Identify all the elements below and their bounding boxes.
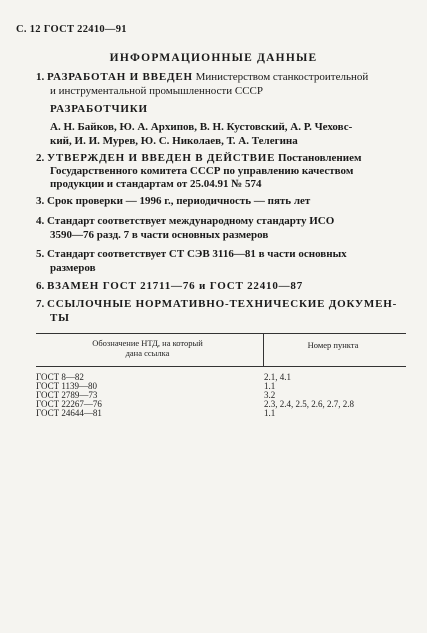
- section-4-line-1: [36, 215, 334, 229]
- table-cell-ntd: ГОСТ 24644—81: [36, 408, 102, 418]
- section-1-line-1: [36, 71, 368, 85]
- section-2-line-2: Государственного комитета СССР по управлению качеством: [50, 165, 354, 177]
- section-6-line-1: [36, 280, 303, 294]
- table-header-rule: [36, 366, 406, 367]
- section-4-number: 4.: [36, 215, 45, 227]
- table-cell-item-number: 3.2: [264, 390, 276, 400]
- section-3-number: 3.: [36, 195, 45, 207]
- section-3-text: Срок проверки — 1996 г., периодичность — пять лет: [47, 195, 311, 207]
- section-2-text-a: Постановлением: [278, 152, 362, 164]
- section-6-number: 6.: [36, 280, 45, 292]
- section-5-line-1: [36, 248, 347, 262]
- table-cell-ntd: ГОСТ 22267—76: [36, 399, 102, 409]
- section-6-text: ВЗАМЕН ГОСТ 21711—76 и ГОСТ 22410—87: [47, 280, 304, 292]
- section-4-text-a: Стандарт соответствует международному стандарту ИСО: [47, 215, 335, 227]
- section-1-number: 1.: [36, 71, 45, 83]
- table-cell-ntd: ГОСТ 1139—80: [36, 381, 98, 391]
- section-1-heading: РАЗРАБОТАН И ВВЕДЕН: [47, 71, 193, 83]
- section-7-number: 7.: [36, 298, 45, 310]
- table-header-item-number: Номер пункта: [307, 340, 359, 350]
- section-2-line-3: продукции и стандартам от 25.04.91 № 574: [50, 178, 262, 190]
- page-header: С. 12 ГОСТ 22410—91: [16, 24, 127, 35]
- section-5-text-a: Стандарт соответствует СТ СЭВ 3116—81 в части основных: [47, 248, 347, 260]
- table-column-divider: [263, 333, 264, 366]
- table-header-ntd: [40, 338, 255, 358]
- section-3-line-1: [36, 195, 310, 209]
- section-7-line-2: ТЫ: [50, 312, 70, 324]
- page-title: ИНФОРМАЦИОННЫЕ ДАННЫЕ: [109, 52, 318, 64]
- section-7-line-1: [36, 298, 397, 312]
- section-1-text-a: Министерством станкостроительной: [195, 71, 369, 83]
- table-cell-item-number: 1.1: [264, 408, 276, 418]
- table-top-rule: [36, 333, 406, 334]
- section-7-text-a: ССЫЛОЧНЫЕ НОРМАТИВНО-ТЕХНИЧЕСКИЕ ДОКУМЕН-: [47, 298, 398, 310]
- table-cell-item-number: 1.1: [264, 381, 276, 391]
- section-5-line-2: размеров: [50, 262, 96, 274]
- developers-line-1: А. Н. Байков, Ю. А. Архипов, В. Н. Кустовский, А. Р. Чеховс-: [50, 121, 353, 133]
- table-cell-item-number: 2.1, 4.1: [264, 372, 291, 382]
- table-header-ntd-line-1: Обозначение НТД, на который: [92, 338, 203, 348]
- section-5-number: 5.: [36, 248, 45, 260]
- section-2-line-1: [36, 152, 362, 166]
- section-1-line-2: и инструментальной промышленности СССР: [50, 85, 263, 97]
- section-2-number: 2.: [36, 152, 45, 164]
- table-cell-ntd: ГОСТ 8—82: [36, 372, 84, 382]
- table-cell-item-number: 2.3, 2.4, 2.5, 2.6, 2.7, 2.8: [264, 399, 354, 409]
- section-4-line-2: 3590—76 разд. 7 в части основных размеров: [50, 229, 269, 241]
- table-header-ntd-line-2: дана ссылка: [125, 348, 170, 358]
- developers-heading: РАЗРАБОТЧИКИ: [50, 103, 148, 115]
- developers-line-2: кий, И. И. Мурев, Ю. С. Николаев, Т. А. Телегина: [50, 135, 298, 147]
- section-2-heading: УТВЕРЖДЕН И ВВЕДЕН В ДЕЙСТВИЕ: [47, 152, 276, 164]
- table-cell-ntd: ГОСТ 2789—73: [36, 390, 98, 400]
